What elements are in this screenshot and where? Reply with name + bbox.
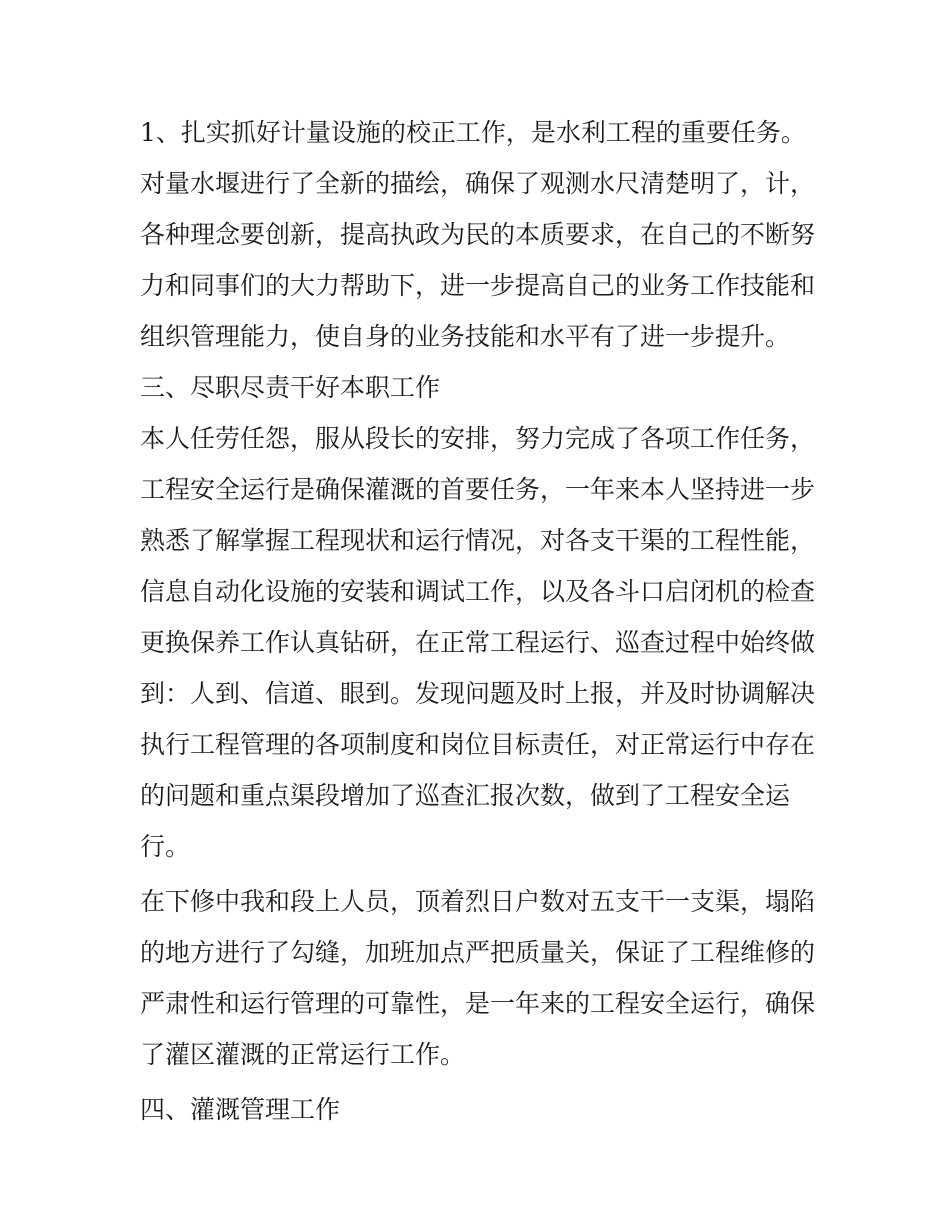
text-line-16: 在下修中我和段上人员，顶着烈日户数对五支干一支渠，塌陷 xyxy=(140,887,816,916)
text-line-4: 力和同事们的大力帮助下，进一步提高自己的业务工作技能和 xyxy=(140,271,816,300)
text-line-5: 组织管理能力，使自身的业务技能和水平有了进一步提升。 xyxy=(140,322,791,351)
section-heading-3: 三、尽职尽责干好本职工作 xyxy=(140,373,441,402)
text-line-1: 1、扎实抓好计量设施的校正工作，是水利工程的重要任务。 xyxy=(140,118,806,147)
text-line-2: 对量水堰进行了全新的描绘，确保了观测水尺清楚明了，计， xyxy=(140,169,816,198)
text-line-19: 了灌区灌溉的正常运行工作。 xyxy=(140,1040,466,1069)
text-line-14: 的问题和重点渠段增加了巡查汇报次数，做到了工程安全运 xyxy=(140,781,791,810)
text-line-15: 行。 xyxy=(140,832,191,861)
text-line-11: 更换保养工作认真钻研，在正常工程运行、巡查过程中始终做 xyxy=(140,628,816,657)
text-line-12: 到：人到、信道、眼到。发现问题及时上报，并及时协调解决 xyxy=(140,679,816,708)
text-line-10: 信息自动化设施的安装和调试工作，以及各斗口启闭机的检查 xyxy=(140,577,816,606)
text-line-8: 工程安全运行是确保灌溉的首要任务，一年来本人坚持进一步 xyxy=(140,475,816,504)
section-heading-4: 四、灌溉管理工作 xyxy=(140,1095,341,1124)
text-line-9: 熟悉了解掌握工程现状和运行情况，对各支干渠的工程性能， xyxy=(140,526,816,555)
document-body xyxy=(140,107,830,1135)
text-line-13: 执行工程管理的各项制度和岗位目标责任，对正常运行中存在 xyxy=(140,730,816,759)
text-line-7: 本人任劳任怨，服从段长的安排，努力完成了各项工作任务， xyxy=(140,424,816,453)
text-line-17: 的地方进行了勾缝，加班加点严把质量关，保证了工程维修的 xyxy=(140,938,816,967)
text-line-3: 各种理念要创新，提高执政为民的本质要求，在自己的不断努 xyxy=(140,220,816,249)
text-line-18: 严肃性和运行管理的可靠性，是一年来的工程安全运行，确保 xyxy=(140,989,816,1018)
